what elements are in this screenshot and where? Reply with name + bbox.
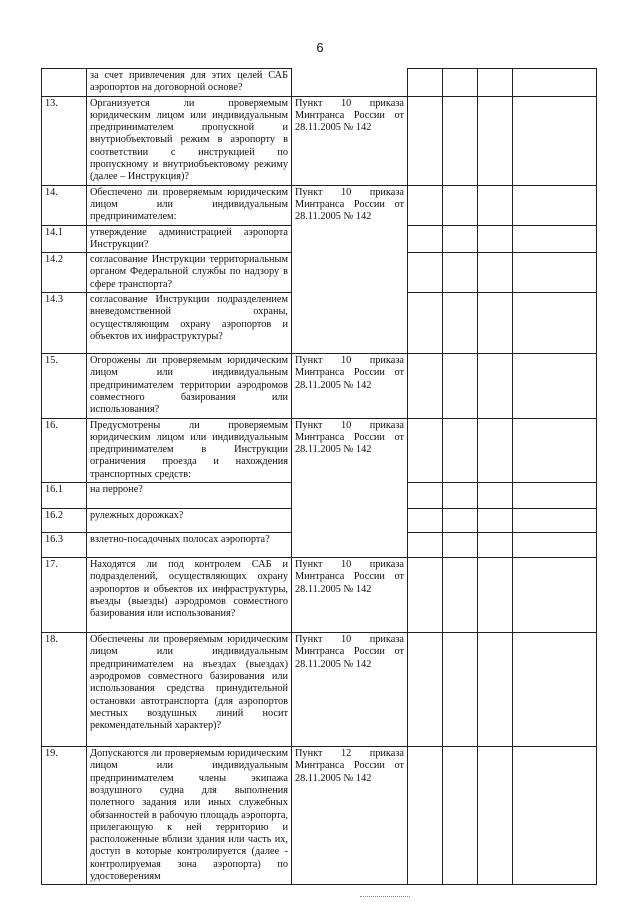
table-row [42,69,597,97]
row-question: взлетно-посадочных полосах аэропорта? [87,533,292,558]
row-number: 17. [42,558,87,633]
answer-na-cell[interactable] [478,225,513,253]
row-question: Предусмотрены ли проверяемым юридическим лицом или индивидуальным предпринимателем в Инструкции ограничения проезда и нахождения транспортных средств: [87,418,292,482]
notes-cell[interactable] [513,558,597,633]
row-number: 16.2 [42,509,87,533]
row-question: за счет привлечения для этих целей САБ аэропортов на договорной основе? [87,69,292,97]
row-question: согласование Инструкции территориальным органом Федеральной службы по надзору в сфере транспорта? [87,253,292,293]
answer-no-cell[interactable] [443,96,478,185]
answer-na-cell[interactable] [478,185,513,225]
notes-cell[interactable] [513,509,597,533]
table-row [42,96,597,185]
row-reference [292,69,408,97]
row-question: Находятся ли под контролем САБ и подразделений, осуществляющих охрану аэропортов и объектов их инфраструктуры, въезды (выезды) аэродромов совместного базирования или использования? [87,558,292,633]
answer-yes-cell[interactable] [408,96,443,185]
row-reference: Пункт 10 приказа Минтранса России от 28.11.2005 № 142 [292,96,408,185]
row-reference [292,509,408,533]
row-question: утверждение администрацией аэропорта Инструкции? [87,225,292,253]
row-reference: Пункт 10 приказа Минтранса России от 28.11.2005 № 142 [292,354,408,418]
row-number: 14.1 [42,225,87,253]
answer-yes-cell[interactable] [408,185,443,225]
answer-yes-cell[interactable] [408,225,443,253]
answer-yes-cell[interactable] [408,253,443,293]
table-row [42,185,597,225]
answer-no-cell[interactable] [443,633,478,747]
answer-na-cell[interactable] [478,354,513,418]
notes-cell[interactable] [513,69,597,97]
row-reference: Пункт 10 приказа Минтранса России от 28.11.2005 № 142 [292,558,408,633]
row-reference: Пункт 10 приказа Минтранса России от 28.11.2005 № 142 [292,185,408,225]
table-row [42,225,597,253]
table-row [42,253,597,293]
row-question: Допускаются ли проверяемым юридическим лицом или индивидуальным предпринимателем члены экипажа воздушного судна для выполнения полетного задания или иных служебных обязанностей в рабочую площадь аэропорта, прилегающую к ней территорию и расположенные вблизи здания или часть их, доступ в которые контролируется (далее - контролируемая зона аэропорта) по удостоверениям [87,747,292,885]
row-question: согласование Инструкции подразделением вневедомственной охраны, осуществляющим охрану аэропортов и объектов их инфраструктуры? [87,293,292,354]
answer-yes-cell[interactable] [408,633,443,747]
answer-yes-cell[interactable] [408,747,443,885]
row-number [42,69,87,97]
answer-no-cell[interactable] [443,483,478,509]
notes-cell[interactable] [513,533,597,558]
table-row [42,747,597,885]
checklist-table [41,68,597,885]
answer-yes-cell[interactable] [408,558,443,633]
row-question: рулежных дорожках? [87,509,292,533]
answer-no-cell[interactable] [443,558,478,633]
row-question: Огорожены ли проверяемым юридическим лицом или индивидуальным предпринимателем территории аэродромов совместного базирования или использования? [87,354,292,418]
row-number: 15. [42,354,87,418]
answer-no-cell[interactable] [443,747,478,885]
row-reference [292,225,408,253]
answer-na-cell[interactable] [478,293,513,354]
answer-na-cell[interactable] [478,533,513,558]
answer-na-cell[interactable] [478,509,513,533]
answer-yes-cell[interactable] [408,354,443,418]
answer-no-cell[interactable] [443,418,478,482]
notes-cell[interactable] [513,483,597,509]
answer-no-cell[interactable] [443,225,478,253]
row-reference [292,253,408,293]
table-row [42,483,597,509]
row-question: Организуется ли проверяемым юридическим лицом или индивидуальным предпринимателем пропускной и внутриобъектовый режим в аэропорту в соответствии с инструкцией по пропускному и внутриобъектовому режиму (далее – Инструкция)? [87,96,292,185]
answer-na-cell[interactable] [478,558,513,633]
answer-na-cell[interactable] [478,633,513,747]
notes-cell[interactable] [513,293,597,354]
row-reference [292,483,408,509]
row-question: Обеспечены ли проверяемым юридическим лицом или индивидуальным предпринимателем на въездах (выездах) аэродромов совместного базирования или использования средства принудительной остановки автотранспорта (для аэропортов местных воздушных линий носит рекомендательный характер)? [87,633,292,747]
notes-cell[interactable] [513,747,597,885]
table-row [42,418,597,482]
notes-cell[interactable] [513,96,597,185]
table-row [42,633,597,747]
table-row [42,354,597,418]
answer-yes-cell[interactable] [408,69,443,97]
notes-cell[interactable] [513,225,597,253]
answer-na-cell[interactable] [478,69,513,97]
notes-cell[interactable] [513,418,597,482]
answer-na-cell[interactable] [478,747,513,885]
row-number: 16.1 [42,483,87,509]
row-number: 16. [42,418,87,482]
page-number: 6 [316,40,324,55]
answer-yes-cell[interactable] [408,293,443,354]
answer-no-cell[interactable] [443,533,478,558]
answer-no-cell[interactable] [443,509,478,533]
answer-no-cell[interactable] [443,293,478,354]
notes-cell[interactable] [513,185,597,225]
row-number: 16.3 [42,533,87,558]
notes-cell[interactable] [513,633,597,747]
answer-yes-cell[interactable] [408,509,443,533]
answer-yes-cell[interactable] [408,483,443,509]
row-reference [292,533,408,558]
row-reference: Пункт 12 приказа Минтранса России от 28.11.2005 № 142 [292,747,408,885]
table-row [42,533,597,558]
answer-yes-cell[interactable] [408,418,443,482]
row-number: 13. [42,96,87,185]
answer-na-cell[interactable] [478,483,513,509]
table-row [42,509,597,533]
row-number: 14. [42,185,87,225]
row-number: 14.3 [42,293,87,354]
table-row [42,558,597,633]
answer-yes-cell[interactable] [408,533,443,558]
row-reference: Пункт 10 приказа Минтранса России от 28.11.2005 № 142 [292,418,408,482]
answer-na-cell[interactable] [478,96,513,185]
row-number: 14.2 [42,253,87,293]
row-number: 18. [42,633,87,747]
answer-no-cell[interactable] [443,354,478,418]
answer-na-cell[interactable] [478,253,513,293]
table-row [42,293,597,354]
row-question: на перроне? [87,483,292,509]
notes-cell[interactable] [513,253,597,293]
answer-na-cell[interactable] [478,418,513,482]
row-reference [292,293,408,354]
answer-no-cell[interactable] [443,185,478,225]
row-number: 19. [42,747,87,885]
row-reference: Пункт 10 приказа Минтранса России от 28.11.2005 № 142 [292,633,408,747]
notes-cell[interactable] [513,354,597,418]
answer-no-cell[interactable] [443,253,478,293]
row-question: Обеспечено ли проверяемым юридическим лицом или индивидуальным предпринимателем: [87,185,292,225]
scan-artifact-divider [360,896,410,899]
answer-no-cell[interactable] [443,69,478,97]
